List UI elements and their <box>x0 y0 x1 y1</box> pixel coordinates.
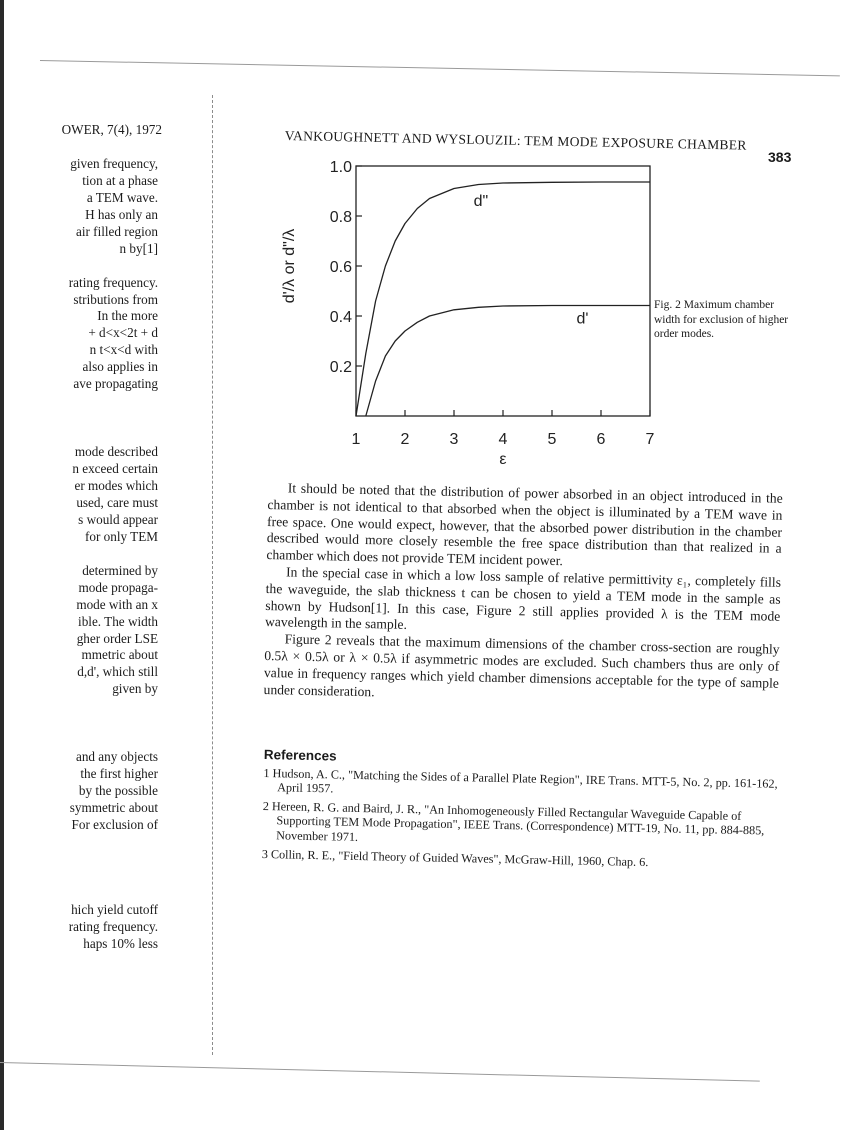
series-line-0 <box>356 182 650 416</box>
x-tick-label: 1 <box>351 431 361 448</box>
curve-label-d-prime: d' <box>576 310 589 328</box>
x-tick-label: 5 <box>547 431 557 448</box>
x-axis-label: ε <box>499 451 507 468</box>
figure-2-chart <box>281 150 660 470</box>
page-number: 383 <box>768 149 792 165</box>
left-column-line: For exclusion of <box>71 816 158 832</box>
x-tick-label: 2 <box>400 431 410 448</box>
y-axis-label: d'/λ or d"/λ <box>281 228 298 304</box>
left-column-line: for only TEM <box>84 528 158 544</box>
left-column-line: gher order LSE <box>76 630 158 646</box>
left-column-line: tion at a phase <box>82 172 158 188</box>
left-column-line: n t<x<d with <box>89 342 158 358</box>
references-heading: References <box>263 747 337 764</box>
left-column-line: ave propagating <box>73 376 158 392</box>
curve-label-d-double-prime: d" <box>473 193 489 210</box>
left-column-line: rating frequency. <box>68 274 158 290</box>
left-column-line: d,d', which still <box>77 664 158 680</box>
left-column-line: + d<x<2t + d <box>88 325 158 341</box>
x-tick-label: 3 <box>449 431 459 448</box>
left-column-line: rating frequency. <box>68 918 158 934</box>
x-tick-label: 4 <box>498 431 508 448</box>
left-column-line: mmetric about <box>81 647 158 663</box>
left-column-line: symmetric about <box>69 800 158 815</box>
body-paragraph: In the special case in which a low loss sample of relative permittivity ε₁, completely fills the waveguide, the slab thickness t can be chosen to yield a TEM mode in the sample as shown by Hudson[1]. In this case, Figure 2 still applies provided λ is the TEM mode wavelength in the sample. <box>264 564 782 633</box>
left-column-line: mode with an x <box>76 596 158 612</box>
references-list <box>262 766 784 872</box>
body-text <box>263 480 782 709</box>
left-column-line: haps 10% less <box>83 935 158 951</box>
left-column-line: given frequency, <box>70 155 158 171</box>
left-column-line: H has only an <box>85 206 158 222</box>
left-column-line: also applies in <box>82 359 158 375</box>
left-column-line: n exceed certain <box>72 461 158 476</box>
references-section <box>262 748 784 876</box>
y-tick-label: 0.4 <box>329 309 352 326</box>
left-column-line: air filled region <box>75 223 158 239</box>
y-tick-label: 1.0 <box>329 159 352 176</box>
left-column-line: In the more <box>97 308 158 324</box>
reference-item: 2 Hereen, R. G. and Baird, J. R., "An Inhomogeneously Filled Rectangular Waveguide Capable of Supporting TEM Mode Propagation", IEEE Trans. (Correspondence) MTT-19, No. 11, pp. 884-885, November 1971. <box>262 798 765 844</box>
left-column-line: ible. The width <box>78 613 158 629</box>
left-column-line: OWER, 7(4), 1972 <box>61 122 162 137</box>
y-tick-label: 0.8 <box>329 209 352 226</box>
page-fold-line <box>212 95 213 1055</box>
series-line-1 <box>366 306 650 417</box>
left-column-line: s would appear <box>78 511 158 527</box>
left-column-line: stributions from <box>73 291 158 307</box>
left-column-line: determined by <box>82 562 158 578</box>
left-column-line: by the possible <box>78 783 158 799</box>
left-column-line: and any objects <box>75 749 158 765</box>
left-column-line: hich yield cutoff <box>71 901 158 917</box>
reference-item: 3 Collin, R. E., "Field Theory of Guided Waves", McGraw-Hill, 1960, Chap. 6. <box>261 846 649 869</box>
running-title: VANKOUGHNETT AND WYSLOUZIL: TEM MODE EXPOSURE CHAMBER <box>284 128 747 153</box>
scan-bottom-rule <box>0 1062 760 1082</box>
left-column-line: the first higher <box>80 766 158 782</box>
body-paragraph: Figure 2 reveals that the maximum dimensions of the chamber cross-section are roughly 0.5λ × 0.5λ or λ × 0.5λ if asymmetric modes are excluded. Such chambers thus are only of value in frequency ranges which yield chamber dimensions acceptable for the type of sample under consideration. <box>263 631 780 699</box>
left-column-line: a TEM wave. <box>86 189 158 205</box>
left-column-line: given by <box>112 681 158 697</box>
y-tick-label: 0.6 <box>329 259 352 276</box>
reference-item: 1 Hudson, A. C., "Matching the Sides of a Parallel Plate Region", IRE Trans. MTT-5, No. 2, pp. 161-162, April 1957. <box>263 765 778 796</box>
left-column-line: er modes which <box>74 477 158 493</box>
left-column-line: used, care must <box>76 494 158 510</box>
left-column-line: n by[1] <box>119 240 158 256</box>
x-tick-label: 7 <box>645 431 655 448</box>
y-tick-label: 0.2 <box>329 359 352 376</box>
x-tick-label: 6 <box>596 431 606 448</box>
figure-caption: Fig. 2 Maximum chamber width for exclusion of higher order modes. <box>654 299 789 340</box>
body-paragraph: It should be noted that the distribution of power absorbed in an object introduced in the chamber is not identical to that absorbed when the object is illuminated by a TEM wave in free space. One would expect, however, that the absorbed power distribution in the chamber described would more closely resemble the free space distribution than that realized in a chamber which does not provide TEM incident power. <box>266 480 783 569</box>
left-column-line: mode propaga- <box>78 579 158 595</box>
left-column-line: mode described <box>74 444 158 460</box>
scan-top-rule <box>40 60 840 76</box>
plot-frame <box>356 166 650 416</box>
